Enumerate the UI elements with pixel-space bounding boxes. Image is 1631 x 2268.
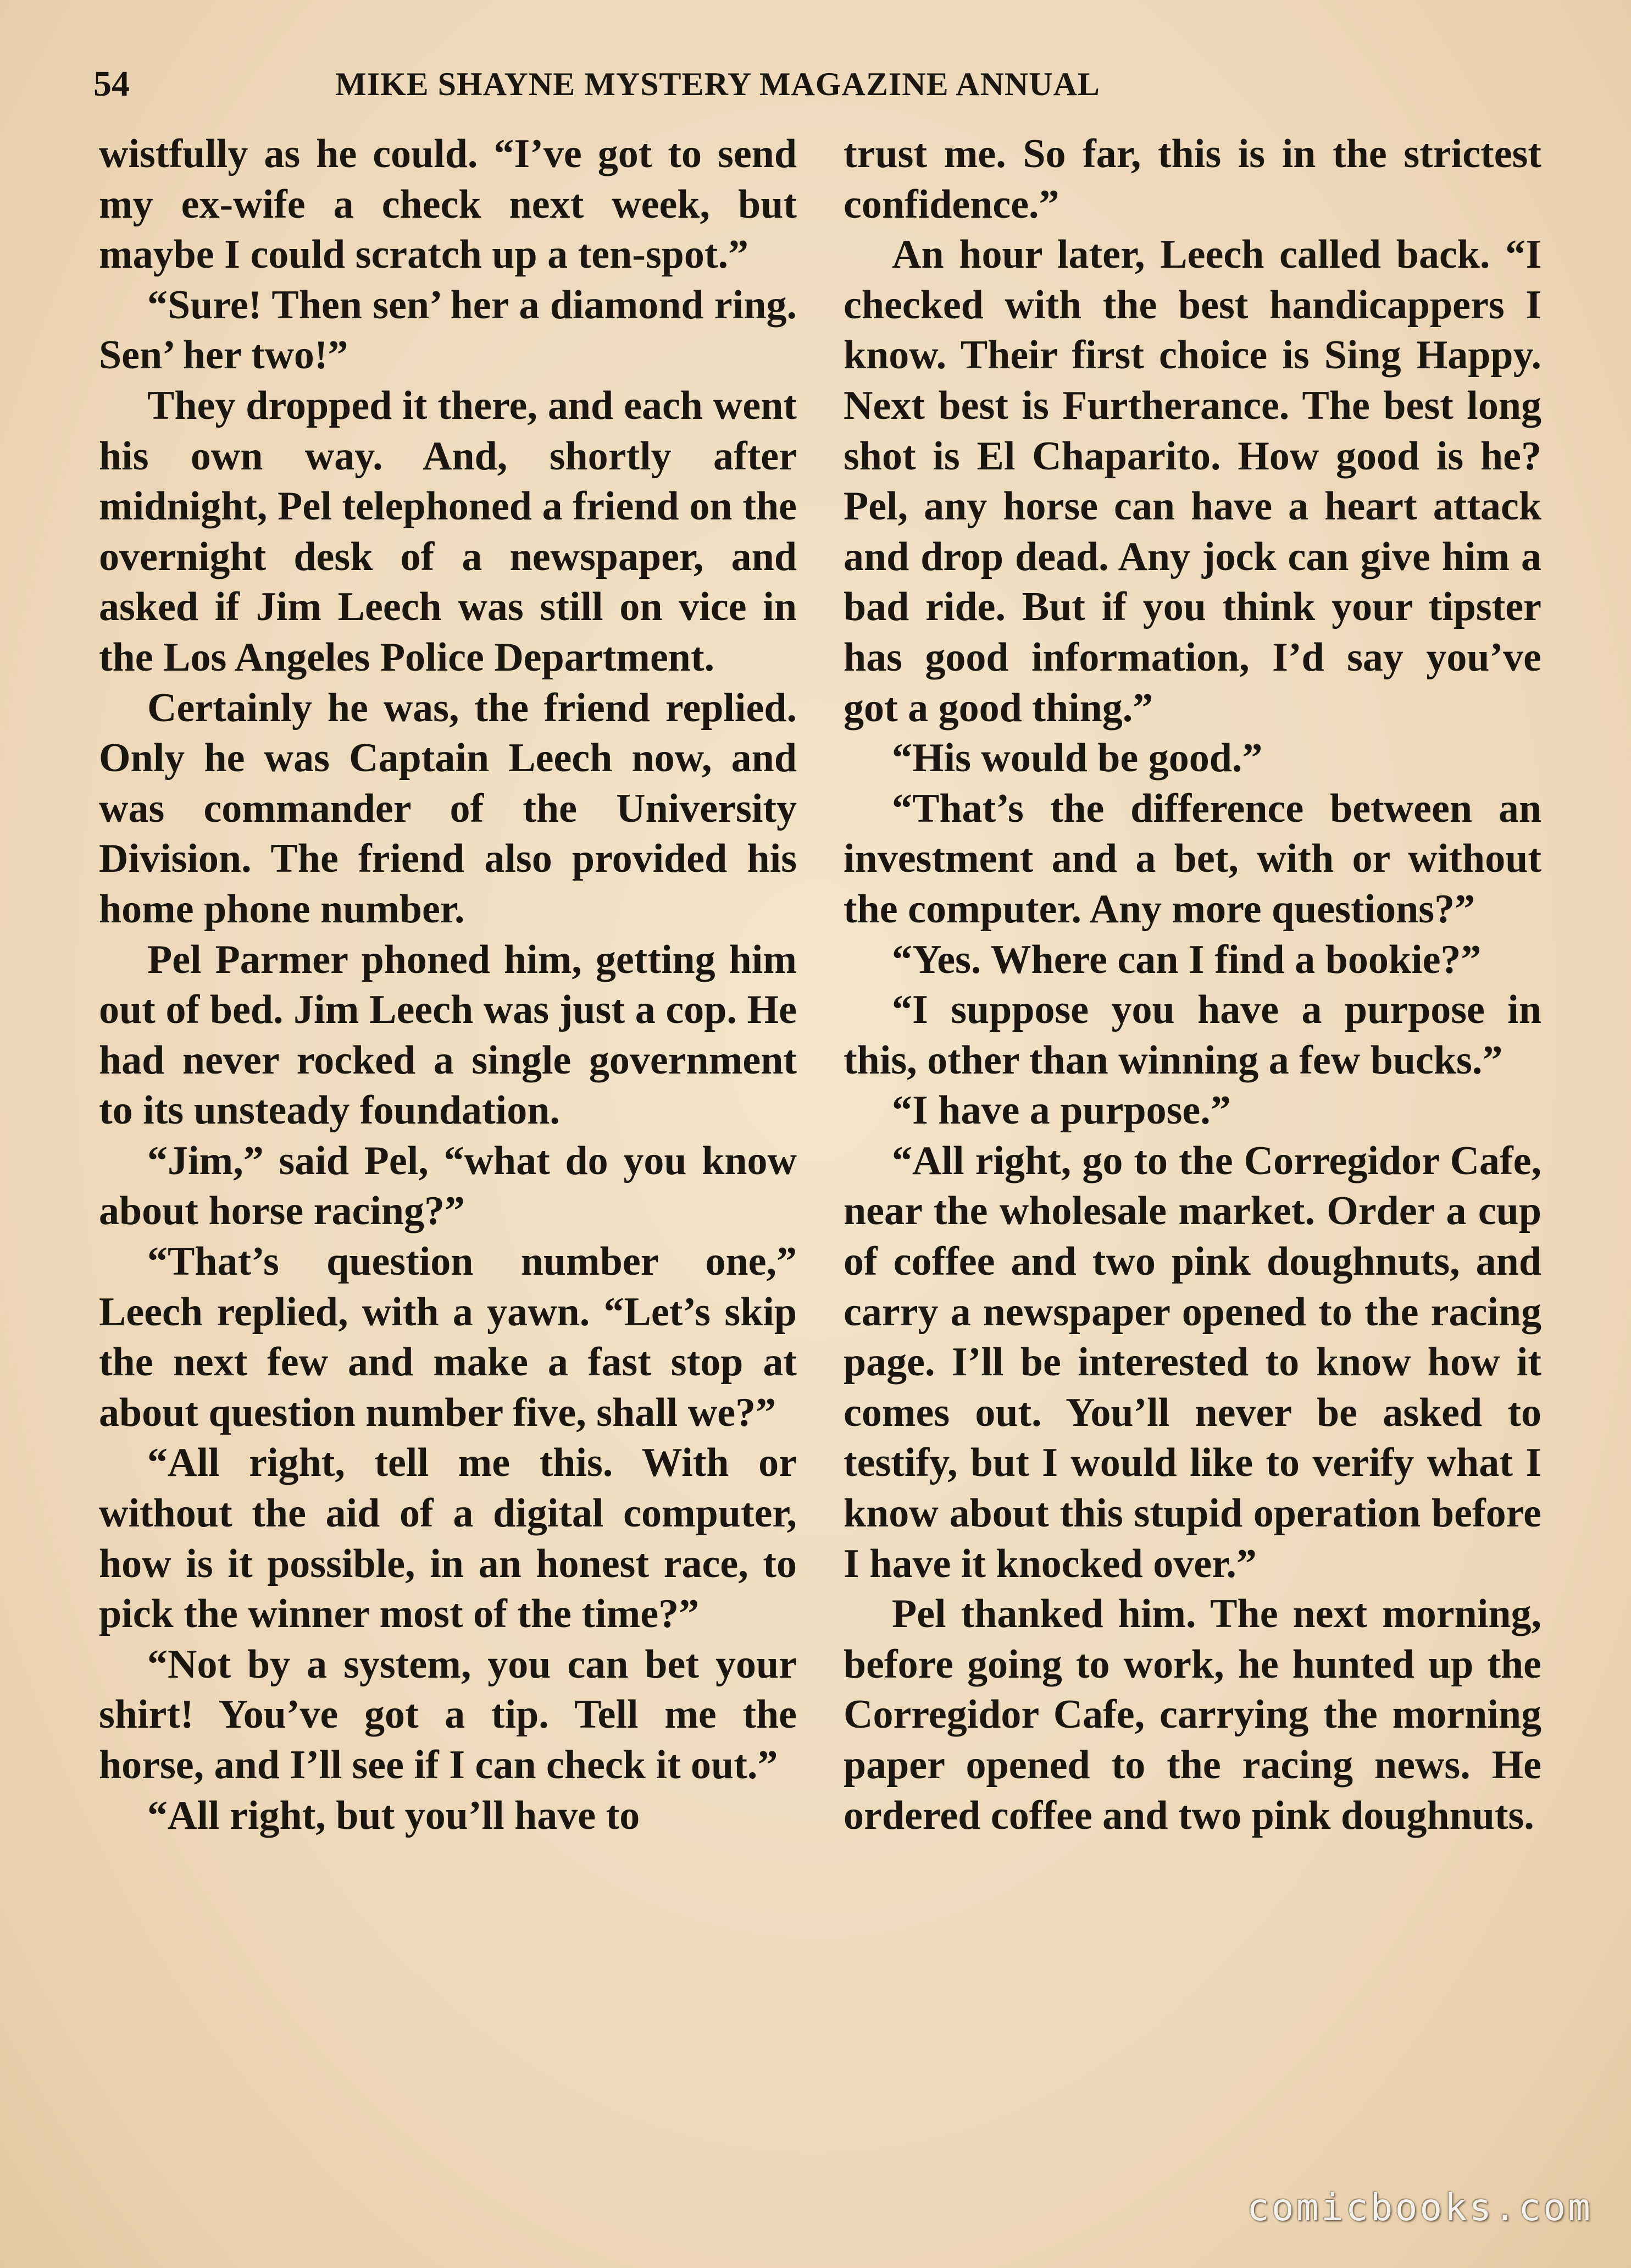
paragraph: “All right, go to the Corregidor Cafe, near the wholesale market. Order a cup of coffee and two pink doughnuts, and carry a newspaper opened to the racing page. I’ll be interested to know how it comes out. You’ll never be asked to testify, but I would like to verify what I know about this stupid operation before I have it knocked over.”: [844, 1138, 1541, 1586]
paragraph: “All right, tell me this. With or without the aid of a digital computer, how is it possible, in an honest race, to pick the winner most of the time?”: [99, 1440, 797, 1637]
running-head: [93, 59, 1538, 109]
paragraph: “Yes. Where can I find a bookie?”: [892, 937, 1482, 982]
paragraph: Pel thanked him. The next morning, before going to work, he hunted up the Corregidor Cafe, carrying the morning paper opened to the racing news. He ordered coffee and two pink doughnuts.: [844, 1591, 1541, 1838]
watermark: comicbooks.com: [1246, 2186, 1593, 2230]
magazine-title: MIKE SHAYNE MYSTERY MAGAZINE ANNUAL: [335, 66, 1100, 102]
left-column: [99, 129, 797, 2185]
paragraph: “Jim,” said Pel, “what do you know about horse racing?”: [99, 1138, 797, 1234]
paragraph: “Not by a system, you can bet your shirt! You’ve got a tip. Tell me the horse, and I’ll see if I can check it out.”: [99, 1641, 797, 1788]
paragraph: “That’s question number one,” Leech replied, with a yawn. “Let’s skip the next few and make a fast stop at about question number five, shall we?”: [99, 1239, 797, 1435]
paragraph: They dropped it there, and each went his own way. And, shortly after midnight, Pel telephoned a friend on the overnight desk of a newspaper, and asked if Jim Leech was still on vice in the Los Angeles Police Department.: [99, 383, 797, 680]
paragraph: An hour later, Leech called back. “I checked with the best handicappers I know. Their first choice is Sing Happy. Next best is Furtherance. The best long shot is El Chaparito. How good is he? Pel, any horse can have a heart attack and drop dead. Any jock can give him a bad ride. But if you think your tipster has good information, I’d say you’ve got a good thing.”: [844, 232, 1541, 731]
paragraph: “All right, but you’ll have to: [147, 1793, 640, 1838]
paragraph: wistfully as he could. “I’ve got to send my ex-wife a check next week, but maybe I could scratch up a ten-spot.”: [99, 131, 797, 278]
paragraph: trust me. So far, this is in the strictest confidence.”: [844, 131, 1541, 227]
paragraph: “His would be good.”: [892, 735, 1263, 781]
right-column: [844, 129, 1541, 2185]
paragraph: “Sure! Then sen’ her a diamond ring. Sen’ her two!”: [99, 282, 797, 378]
paragraph: “That’s the difference between an investment and a bet, with or without the computer. Any more questions?”: [844, 785, 1541, 932]
paragraph: “I suppose you have a purpose in this, other than winning a few bucks.”: [844, 987, 1541, 1083]
paragraph: Certainly he was, the friend replied. Only he was Captain Leech now, and was commander of the University Division. The friend also provided his home phone number.: [99, 685, 797, 932]
paragraph: Pel Parmer phoned him, getting him out of bed. Jim Leech was just a cop. He had never rocked a single government to its unsteady foundation.: [99, 937, 797, 1133]
page-number: 54: [93, 64, 130, 104]
paragraph: “I have a purpose.”: [892, 1088, 1231, 1133]
